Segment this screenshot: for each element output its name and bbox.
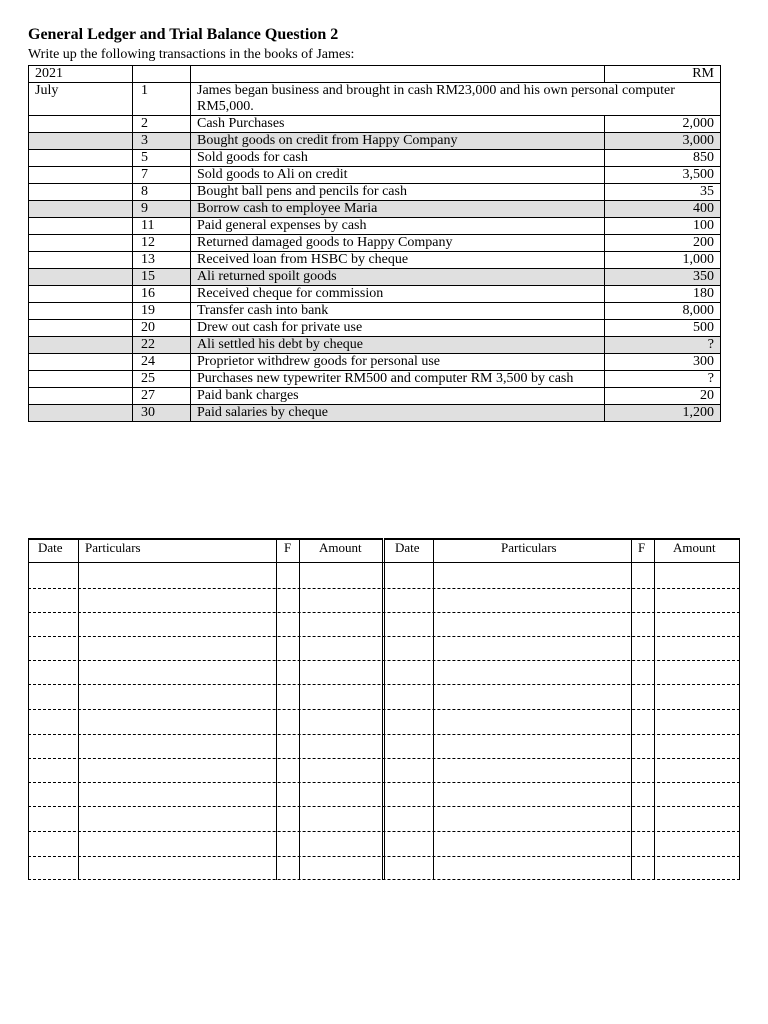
day-cell: 24 — [133, 354, 191, 371]
empty-month-cell — [29, 252, 133, 269]
table-header-row — [29, 66, 721, 83]
amount-cell: 350 — [605, 269, 721, 286]
day-cell: 7 — [133, 167, 191, 184]
description-cell: Drew out cash for private use — [191, 320, 605, 337]
empty-month-cell — [29, 150, 133, 167]
description-cell: James began business and brought in cash RM23,000 and his own personal computer RM5,000. — [191, 83, 721, 116]
table-row — [29, 235, 721, 252]
day-cell: 1 — [133, 83, 191, 116]
day-cell: 2 — [133, 116, 191, 133]
instructions-text: Write up the following transactions in the books of James: — [28, 47, 355, 62]
day-cell: 13 — [133, 252, 191, 269]
ledger-date-header-right: Date — [395, 540, 420, 555]
empty-header-cell — [133, 66, 191, 83]
empty-month-cell — [29, 337, 133, 354]
description-cell: Paid salaries by cheque — [191, 405, 605, 422]
description-cell: Borrow cash to employee Maria — [191, 201, 605, 218]
table-row — [29, 286, 721, 303]
day-cell: 11 — [133, 218, 191, 235]
amount-cell: 850 — [605, 150, 721, 167]
day-cell: 19 — [133, 303, 191, 320]
amount-cell: 2,000 — [605, 116, 721, 133]
day-cell: 9 — [133, 201, 191, 218]
empty-month-cell — [29, 269, 133, 286]
day-cell: 8 — [133, 184, 191, 201]
description-cell: Received loan from HSBC by cheque — [191, 252, 605, 269]
description-cell: Cash Purchases — [191, 116, 605, 133]
table-row — [29, 269, 721, 286]
description-cell: Received cheque for commission — [191, 286, 605, 303]
description-cell: Sold goods to Ali on credit — [191, 167, 605, 184]
day-cell: 25 — [133, 371, 191, 388]
description-cell: Returned damaged goods to Happy Company — [191, 235, 605, 252]
amount-cell: 3,000 — [605, 133, 721, 150]
amount-cell: 20 — [605, 388, 721, 405]
empty-month-cell — [29, 371, 133, 388]
table-row — [29, 167, 721, 184]
table-row — [29, 320, 721, 337]
description-cell: Paid bank charges — [191, 388, 605, 405]
month-cell: July — [29, 83, 133, 116]
empty-month-cell — [29, 167, 133, 184]
day-cell: 15 — [133, 269, 191, 286]
empty-month-cell — [29, 320, 133, 337]
amount-cell: 3,500 — [605, 167, 721, 184]
amount-cell: 1,000 — [605, 252, 721, 269]
day-cell: 20 — [133, 320, 191, 337]
description-cell: Paid general expenses by cash — [191, 218, 605, 235]
empty-month-cell — [29, 133, 133, 150]
table-row — [29, 116, 721, 133]
empty-month-cell — [29, 303, 133, 320]
empty-month-cell — [29, 235, 133, 252]
table-row — [29, 405, 721, 422]
amount-cell: 8,000 — [605, 303, 721, 320]
empty-header-cell — [191, 66, 605, 83]
amount-cell: 180 — [605, 286, 721, 303]
ledger-amount-header-left: Amount — [319, 540, 362, 555]
amount-cell: ? — [605, 371, 721, 388]
amount-cell: 400 — [605, 201, 721, 218]
table-row — [29, 133, 721, 150]
table-row — [29, 184, 721, 201]
amount-cell: 1,200 — [605, 405, 721, 422]
page-title: General Ledger and Trial Balance Question 2 — [28, 26, 339, 43]
ledger-folio-header-right: F — [638, 540, 646, 555]
empty-month-cell — [29, 184, 133, 201]
table-row — [29, 388, 721, 405]
description-cell: Bought ball pens and pencils for cash — [191, 184, 605, 201]
table-row — [29, 303, 721, 320]
ledger-date-header-left: Date — [38, 540, 63, 555]
empty-month-cell — [29, 286, 133, 303]
day-cell: 22 — [133, 337, 191, 354]
day-cell: 3 — [133, 133, 191, 150]
ledger-amount-header-right: Amount — [673, 540, 716, 555]
description-cell: Purchases new typewriter RM500 and computer RM 3,500 by cash — [191, 371, 605, 388]
amount-cell: 300 — [605, 354, 721, 371]
ledger-particulars-header-right: Particulars — [501, 540, 557, 555]
day-cell: 16 — [133, 286, 191, 303]
table-row — [29, 218, 721, 235]
day-cell: 27 — [133, 388, 191, 405]
ledger-account-form — [28, 538, 740, 880]
table-row — [29, 371, 721, 388]
empty-month-cell — [29, 218, 133, 235]
description-cell: Bought goods on credit from Happy Company — [191, 133, 605, 150]
table-row — [29, 150, 721, 167]
currency-header: RM — [605, 66, 721, 83]
amount-cell: 100 — [605, 218, 721, 235]
day-cell: 5 — [133, 150, 191, 167]
description-cell: Proprietor withdrew goods for personal use — [191, 354, 605, 371]
ledger-folio-header-left: F — [284, 540, 292, 555]
table-row — [29, 354, 721, 371]
year-cell: 2021 — [29, 66, 133, 83]
amount-cell: 500 — [605, 320, 721, 337]
description-cell: Sold goods for cash — [191, 150, 605, 167]
empty-month-cell — [29, 201, 133, 218]
table-row — [29, 201, 721, 218]
description-cell: Ali returned spoilt goods — [191, 269, 605, 286]
day-cell: 30 — [133, 405, 191, 422]
amount-cell: ? — [605, 337, 721, 354]
empty-month-cell — [29, 354, 133, 371]
ledger-particulars-header-left: Particulars — [85, 540, 141, 555]
amount-cell: 35 — [605, 184, 721, 201]
empty-month-cell — [29, 116, 133, 133]
table-row — [29, 337, 721, 354]
table-row — [29, 83, 721, 116]
description-cell: Ali settled his debt by cheque — [191, 337, 605, 354]
table-row — [29, 252, 721, 269]
day-cell: 12 — [133, 235, 191, 252]
description-cell: Transfer cash into bank — [191, 303, 605, 320]
empty-month-cell — [29, 405, 133, 422]
amount-cell: 200 — [605, 235, 721, 252]
empty-month-cell — [29, 388, 133, 405]
transactions-table — [28, 65, 721, 422]
